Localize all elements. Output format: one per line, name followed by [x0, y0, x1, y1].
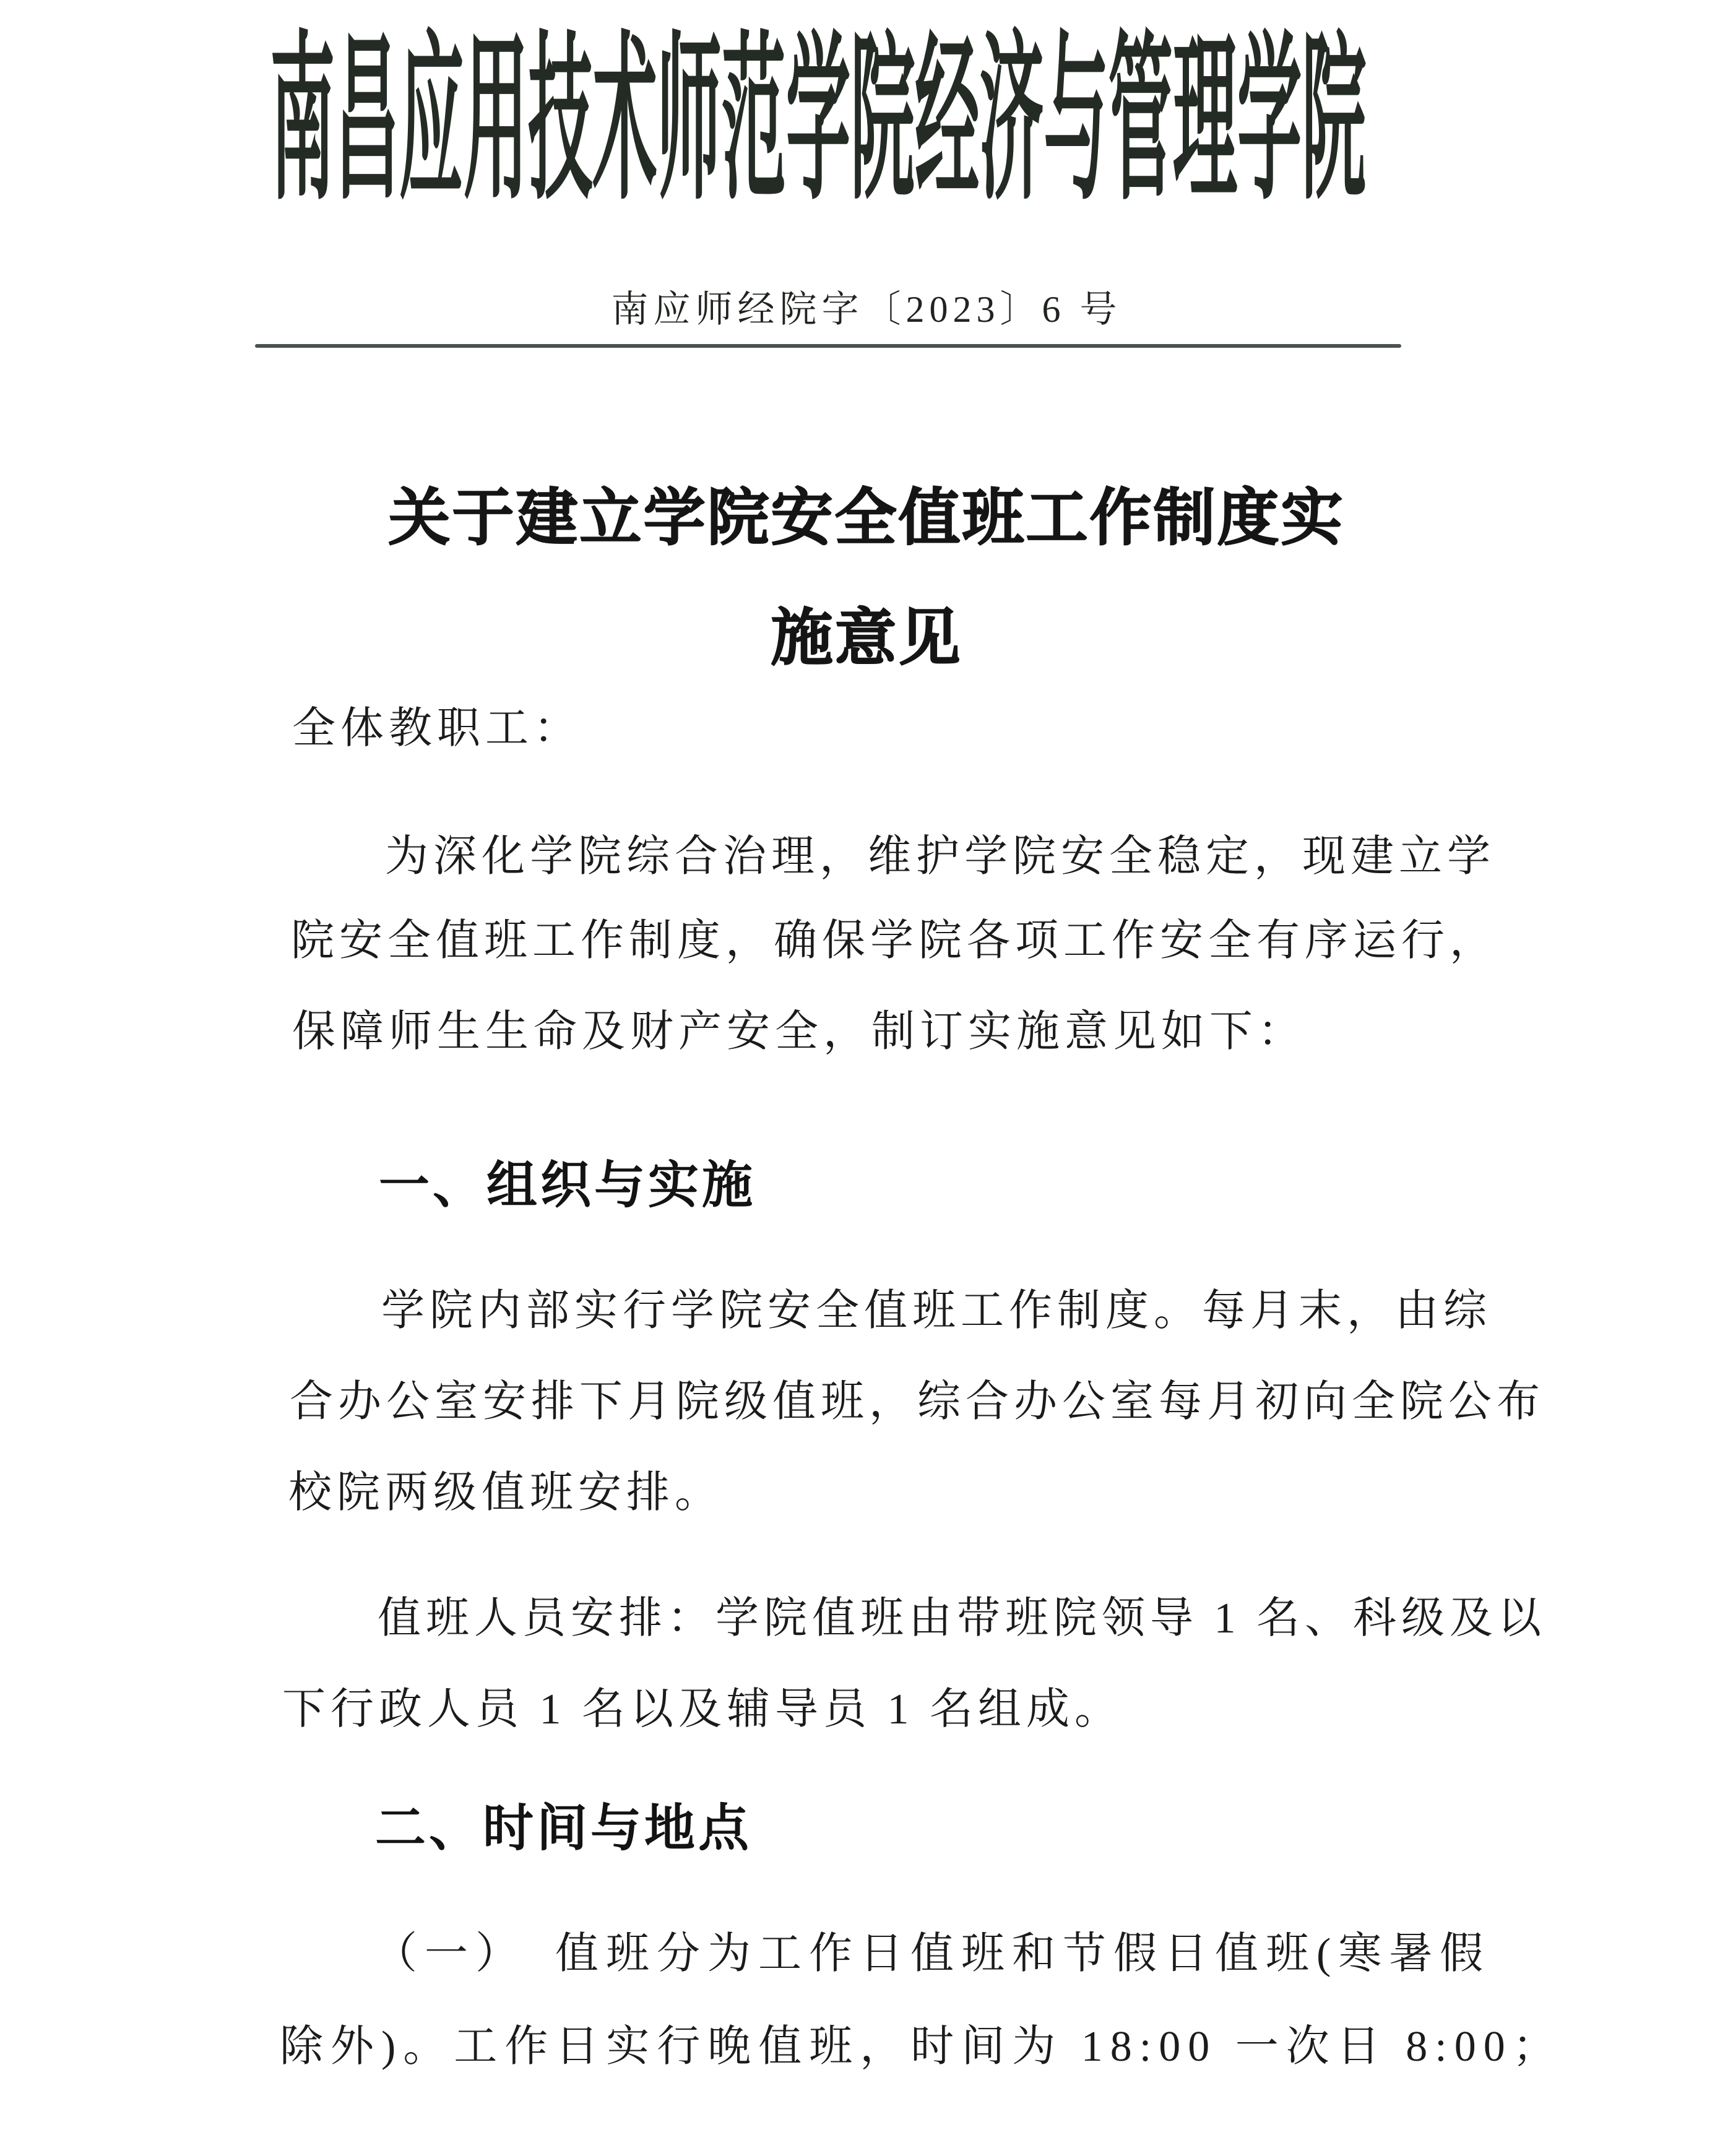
document-title-line-1: 关于建立学院安全值班工作制度实 — [388, 484, 1345, 553]
paragraph-2-line-2: 合办公室安排下月院级值班，综合办公室每月初向全院公布 — [290, 1378, 1545, 1426]
salutation: 全体教职工： — [292, 704, 582, 752]
section-heading-1: 一、组织与实施 — [379, 1157, 756, 1214]
document-title-line-2: 施意见 — [771, 604, 962, 673]
paragraph-1-line-3: 保障师生生命及财产安全，制订实施意见如下： — [292, 1007, 1306, 1056]
paragraph-1-line-1: 为深化学院综合治理，维护学院安全稳定，现建立学 — [385, 832, 1495, 881]
paragraph-3-line-1: 值班人员安排：学院值班由带班院领导 1 名、科级及以 — [378, 1594, 1546, 1642]
section-heading-2: 二、时间与地点 — [375, 1800, 753, 1856]
document-number: 南应师经院字〔2023〕6 号 — [611, 289, 1122, 330]
paragraph-1-line-2: 院安全值班工作制度，确保学院各项工作安全有序运行， — [291, 916, 1498, 965]
paragraph-2-line-3: 校院两级值班安排。 — [288, 1468, 723, 1517]
paragraph-4-line-2: 除外)。工作日实行晚值班，时间为 18:00 一次日 8:00； — [280, 2022, 1563, 2071]
paragraph-2-line-1: 学院内部实行学院安全值班工作制度。每月末，由综 — [381, 1287, 1492, 1335]
paragraph-4-line-1: （一） 值班分为工作日值班和节假日值班(寒暑假 — [374, 1930, 1491, 1978]
letterhead-org-name — [0, 22, 1733, 222]
letterhead-org-name-text: 南昌应用技术师范学院经济与管理学院 — [270, 22, 1367, 222]
paragraph-3-line-2: 下行政人员 1 名以及辅导员 1 名组成。 — [282, 1685, 1123, 1733]
letterhead-divider-rule — [255, 344, 1401, 348]
